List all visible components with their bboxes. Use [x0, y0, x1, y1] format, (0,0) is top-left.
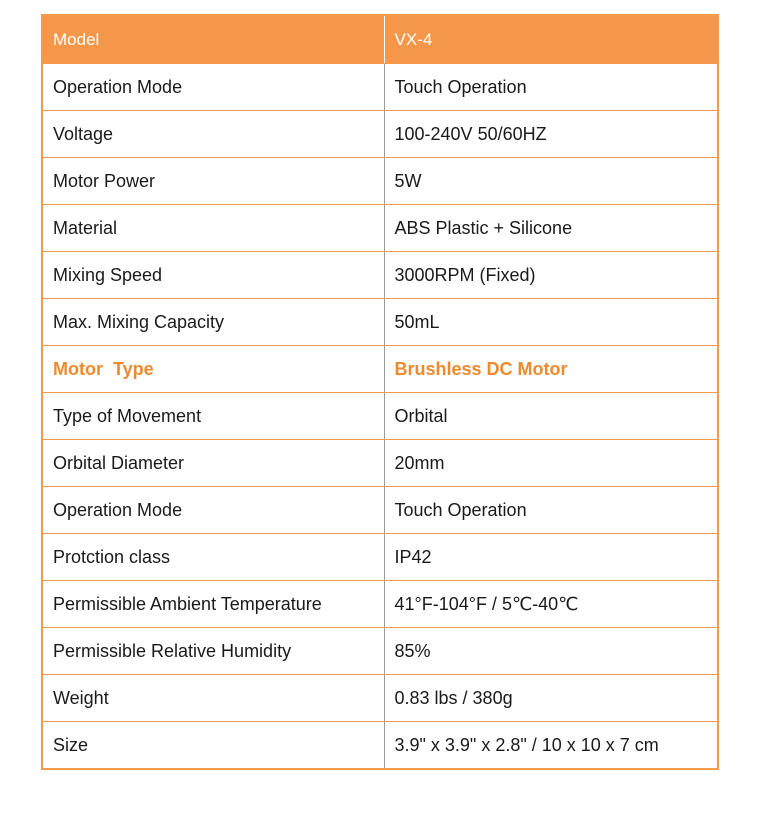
- row-label: Operation Mode: [42, 64, 384, 111]
- row-value: 85%: [384, 628, 718, 675]
- row-label: Mixing Speed: [42, 252, 384, 299]
- table-row: [42, 64, 718, 111]
- row-value: 3.9" x 3.9" x 2.8" / 10 x 10 x 7 cm: [394, 734, 659, 755]
- table-header-row: [42, 15, 718, 64]
- row-label: Material: [42, 205, 384, 252]
- table-row: [42, 675, 718, 722]
- row-label: Motor Power: [42, 158, 384, 205]
- row-label: Orbital Diameter: [42, 440, 384, 487]
- row-label: Motor Type: [42, 346, 384, 393]
- row-value: Orbital: [384, 393, 718, 440]
- row-value: Touch Operation: [384, 487, 718, 534]
- table-row: [42, 393, 718, 440]
- header-value: VX-4: [384, 15, 718, 64]
- row-label: Protction class: [42, 534, 384, 581]
- table-row-highlight: [42, 346, 718, 393]
- row-value: 41°F-104°F / 5℃-40℃: [384, 581, 718, 628]
- row-value: 3000RPM (Fixed): [384, 252, 718, 299]
- row-value: IP42: [384, 534, 718, 581]
- spec-table: [41, 14, 719, 770]
- row-label: Size: [42, 722, 384, 770]
- row-label: Permissible Relative Humidity: [42, 628, 384, 675]
- row-label: Type of Movement: [42, 393, 384, 440]
- table-row: [42, 534, 718, 581]
- table-row: [42, 252, 718, 299]
- table-row: [42, 205, 718, 252]
- row-value: 5W: [384, 158, 718, 205]
- row-label: Voltage: [42, 111, 384, 158]
- table-row: [42, 581, 718, 628]
- row-value: 20mm: [384, 440, 718, 487]
- row-value: 100-240V 50/60HZ: [384, 111, 718, 158]
- row-label: Permissible Ambient Temperature: [42, 581, 384, 628]
- table-row: [42, 440, 718, 487]
- table-row: [42, 158, 718, 205]
- row-value: 0.83 lbs / 380g: [384, 675, 718, 722]
- table-row: [42, 628, 718, 675]
- header-label: Model: [42, 15, 384, 64]
- table-row: [42, 111, 718, 158]
- row-value: Brushless DC Motor: [384, 346, 718, 393]
- row-label: Weight: [42, 675, 384, 722]
- row-value: ABS Plastic + Silicone: [384, 205, 718, 252]
- table-row: [42, 299, 718, 346]
- row-label: Operation Mode: [42, 487, 384, 534]
- table-row: [42, 722, 718, 770]
- table-row: [42, 487, 718, 534]
- row-value: Touch Operation: [384, 64, 718, 111]
- row-label: Max. Mixing Capacity: [42, 299, 384, 346]
- row-value: 50mL: [384, 299, 718, 346]
